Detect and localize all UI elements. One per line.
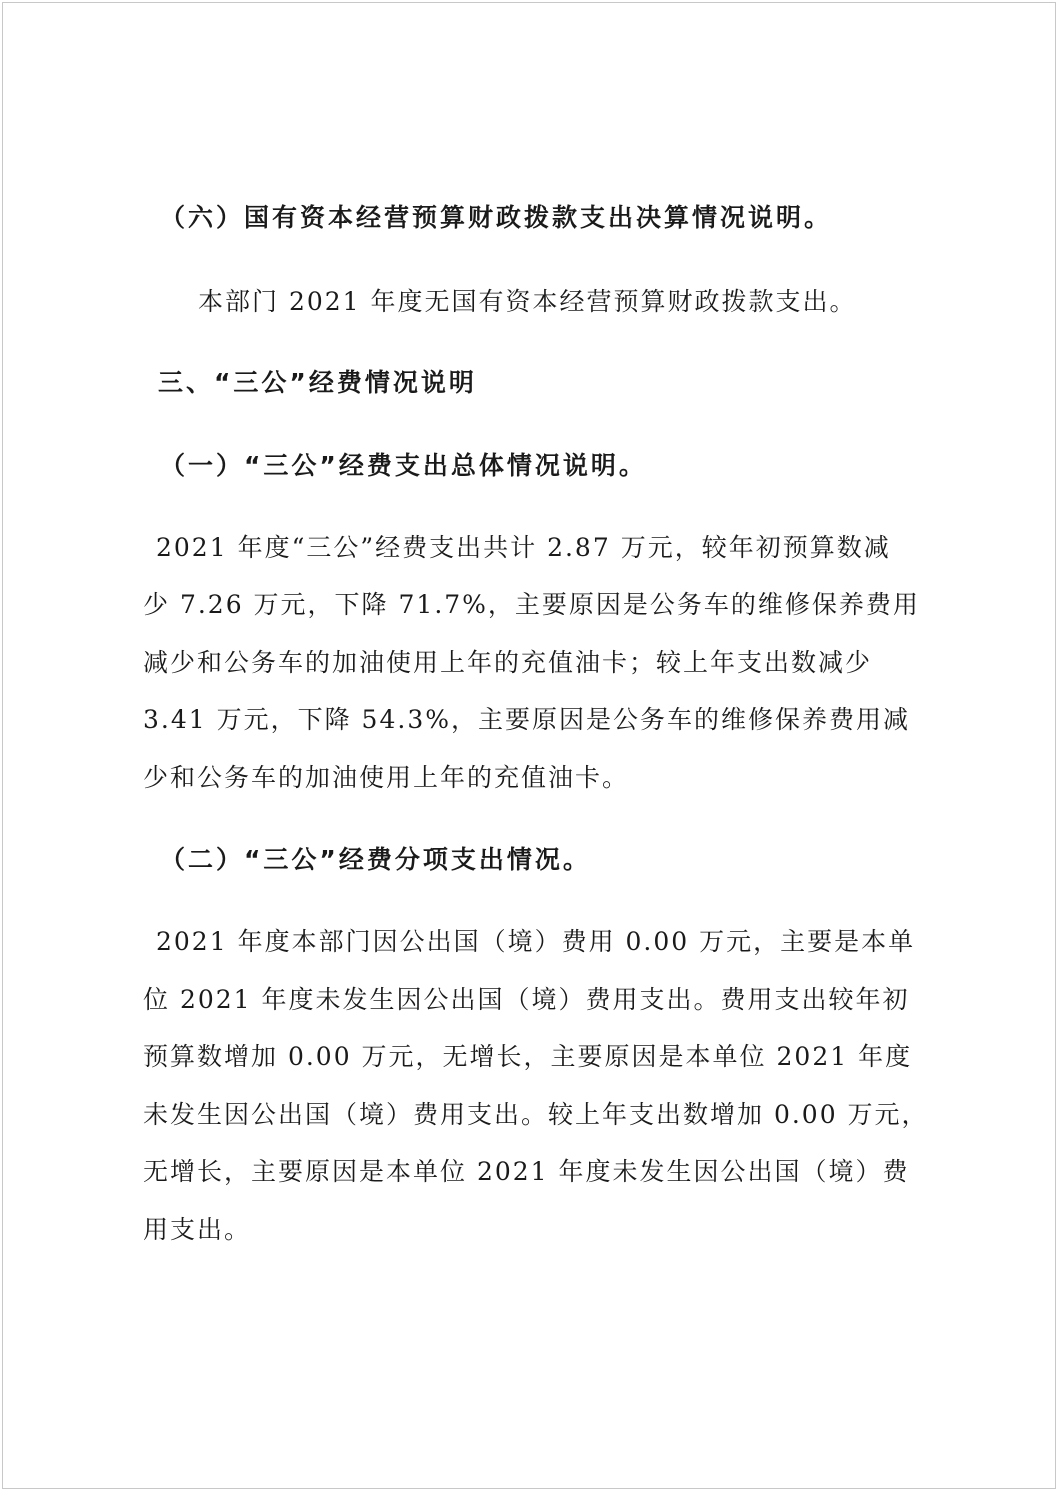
sub1-line-2: 少 7.26 万元，下降 71.7%，主要原因是公务车的维修保养费用	[143, 590, 920, 619]
sub1-line-1: 2021 年度“三公”经费支出共计 2.87 万元，较年初预算数减	[156, 533, 891, 562]
sub2-line-1: 2021 年度本部门因公出国（境）费用 0.00 万元，主要是本单	[156, 927, 916, 956]
part3-heading: 三、“三公”经费情况说明	[158, 368, 477, 397]
sub2-line-5: 无增长，主要原因是本单位 2021 年度未发生因公出国（境）费	[143, 1157, 910, 1186]
section6-body: 本部门 2021 年度无国有资本经营预算财政拨款支出。	[198, 287, 857, 316]
sub2-line-4: 未发生因公出国（境）费用支出。较上年支出数增加 0.00 万元，	[143, 1100, 929, 1129]
sub2-heading: （二）“三公”经费分项支出情况。	[160, 845, 591, 874]
sub1-line-3: 减少和公务车的加油使用上年的充值油卡；较上年支出数减少	[143, 648, 873, 677]
sub1-line-5: 少和公务车的加油使用上年的充值油卡。	[143, 763, 630, 792]
sub1-heading: （一）“三公”经费支出总体情况说明。	[160, 451, 647, 480]
sub2-line-2: 位 2021 年度未发生因公出国（境）费用支出。费用支出较年初	[143, 985, 910, 1014]
section6-heading: （六）国有资本经营预算财政拨款支出决算情况说明。	[160, 203, 833, 232]
sub1-line-4: 3.41 万元，下降 54.3%，主要原因是公务车的维修保养费用减	[143, 705, 910, 734]
sub2-line-3: 预算数增加 0.00 万元，无增长，主要原因是本单位 2021 年度	[143, 1042, 913, 1071]
sub2-line-6: 用支出。	[143, 1215, 252, 1244]
